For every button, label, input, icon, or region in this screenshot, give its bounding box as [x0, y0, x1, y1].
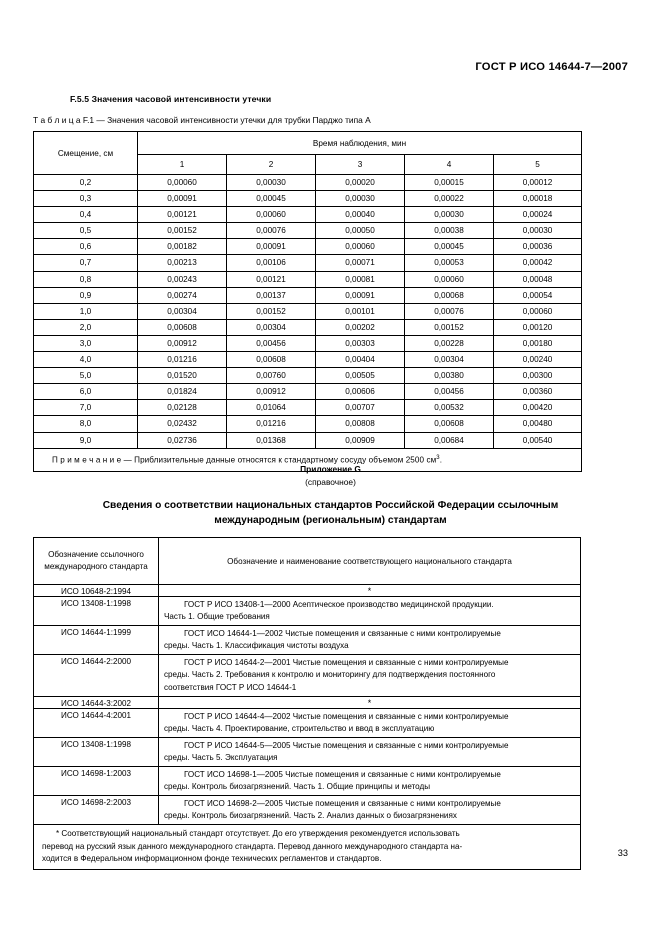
cell-value: 0,01216 — [138, 352, 227, 368]
table-row — [34, 737, 581, 766]
table-row — [34, 239, 582, 255]
cell-value: 0,00380 — [405, 368, 494, 384]
table-row — [34, 207, 582, 223]
cell-offset: 4,0 — [34, 352, 138, 368]
table-f1-header-offset: Смещение, см — [34, 132, 138, 175]
cell-national-standard — [159, 767, 581, 796]
table-row — [34, 303, 582, 319]
desc-line: среды. Часть 4. Проектирование, строительство и ввод в эксплуатацию — [164, 723, 435, 733]
cell-value: 0,00152 — [138, 223, 227, 239]
cell-value: 0,00018 — [494, 191, 582, 207]
cell-value: 0,00456 — [405, 384, 494, 400]
footnote-line: * Соответствующий национальный стандарт отсутствует. До его утверждения рекомендуется использовать — [56, 829, 460, 839]
table-row — [34, 597, 581, 626]
cell-offset: 0,5 — [34, 223, 138, 239]
table-row — [34, 626, 581, 655]
cell-value: 0,00243 — [138, 271, 227, 287]
cell-value: 0,01520 — [138, 368, 227, 384]
cell-ref-standard: ИСО 14644-1:1999 — [34, 626, 159, 655]
table-row — [34, 416, 582, 432]
cell-offset: 5,0 — [34, 368, 138, 384]
cell-value: 0,00213 — [138, 255, 227, 271]
cell-offset: 0,2 — [34, 175, 138, 191]
table-row — [34, 708, 581, 737]
cell-value: 0,00076 — [405, 303, 494, 319]
cell-value: 0,00060 — [227, 207, 316, 223]
table-g1-footnote — [34, 825, 581, 869]
cell-ref-standard: ИСО 14698-2:2003 — [34, 796, 159, 825]
cell-value: 0,02432 — [138, 416, 227, 432]
table-row — [34, 585, 581, 597]
cell-value: 0,00030 — [316, 191, 405, 207]
cell-value: 0,00040 — [316, 207, 405, 223]
cell-value: 0,00091 — [138, 191, 227, 207]
cell-value: 0,00121 — [227, 271, 316, 287]
table-f1 — [33, 131, 582, 472]
cell-value: 0,00404 — [316, 352, 405, 368]
cell-value: 0,00608 — [405, 416, 494, 432]
table-row — [34, 796, 581, 825]
cell-value: 0,00042 — [494, 255, 582, 271]
desc-line: ГОСТ ИСО 14698-1—2005 Чистые помещения и связанные с ними контролируемые — [184, 770, 501, 780]
cell-value: 0,00505 — [316, 368, 405, 384]
table-f1-note-superscript: 3 — [436, 454, 440, 461]
cell-value: 0,01368 — [227, 432, 316, 448]
page-number: 33 — [617, 848, 628, 858]
cell-value: 0,00030 — [405, 207, 494, 223]
cell-value: 0,00048 — [494, 271, 582, 287]
table-row — [34, 352, 582, 368]
cell-offset: 0,6 — [34, 239, 138, 255]
table-f1-header-time-1: 1 — [138, 155, 227, 175]
table-g1-header-row — [34, 538, 581, 585]
cell-value: 0,00304 — [405, 352, 494, 368]
cell-ref-standard: ИСО 14644-3:2002 — [34, 696, 159, 708]
table-row — [34, 767, 581, 796]
cell-offset: 1,0 — [34, 303, 138, 319]
desc-line: среды. Часть 2. Требования к контролю и мониторингу для подтверждения постоянного — [164, 670, 496, 680]
cell-value: 0,00240 — [494, 352, 582, 368]
cell-offset: 7,0 — [34, 400, 138, 416]
cell-value: 0,00060 — [316, 239, 405, 255]
table-row — [34, 432, 582, 448]
desc-line: среды. Часть 1. Классификация чистоты воздуха — [164, 641, 349, 651]
cell-value: 0,00202 — [316, 319, 405, 335]
cell-value: 0,00054 — [494, 287, 582, 303]
cell-value: 0,02736 — [138, 432, 227, 448]
cell-value: 0,00606 — [316, 384, 405, 400]
desc-line: ГОСТ Р ИСО 14644-5—2005 Чистые помещения и связанные с ними контролируемые — [184, 740, 509, 750]
table-f1-header-time-3: 3 — [316, 155, 405, 175]
cell-value: 0,00030 — [227, 175, 316, 191]
cell-value: 0,00071 — [316, 255, 405, 271]
cell-value: 0,00274 — [138, 287, 227, 303]
cell-value: 0,00036 — [494, 239, 582, 255]
table-f1-header-time-5: 5 — [494, 155, 582, 175]
desc-line: среды. Контроль биозагрязнений. Часть 1. Общие принципы и методы — [164, 782, 431, 792]
cell-ref-standard: ИСО 14644-4:2001 — [34, 708, 159, 737]
table-g1-body — [34, 538, 581, 870]
table-f1-header-row-1 — [34, 132, 582, 155]
cell-value: 0,00760 — [227, 368, 316, 384]
cell-value: 0,00038 — [405, 223, 494, 239]
cell-offset: 2,0 — [34, 319, 138, 335]
cell-value: 0,00532 — [405, 400, 494, 416]
desc-line: ГОСТ Р ИСО 14644-2—2001 Чистые помещения и связанные с ними контролируемые — [184, 658, 509, 668]
section-heading: F.5.5 Значения часовой интенсивности утечки — [70, 94, 272, 104]
cell-value: 0,00012 — [494, 175, 582, 191]
cell-national-standard — [159, 708, 581, 737]
table-f1-note-suffix: . — [439, 455, 443, 465]
desc-line: ГОСТ ИСО 14644-1—2002 Чистые помещения и связанные с ними контролируемые — [184, 629, 501, 639]
cell-footnote-marker: * — [159, 696, 581, 708]
cell-value: 0,00060 — [138, 175, 227, 191]
cell-national-standard — [159, 655, 581, 696]
cell-value: 0,00303 — [316, 335, 405, 351]
cell-offset: 0,4 — [34, 207, 138, 223]
table-row — [34, 384, 582, 400]
footnote-line: ходится в Федеральном информационном фонде технических регламентов и стандартов. — [42, 854, 382, 864]
table-f1-header-time-2: 2 — [227, 155, 316, 175]
cell-value: 0,00050 — [316, 223, 405, 239]
cell-value: 0,01064 — [227, 400, 316, 416]
desc-line: ГОСТ Р ИСО 14644-4—2002 Чистые помещения и связанные с ними контролируемые — [184, 711, 509, 721]
table-f1-head — [34, 132, 582, 175]
cell-offset: 9,0 — [34, 432, 138, 448]
cell-value: 0,00076 — [227, 223, 316, 239]
table-row — [34, 319, 582, 335]
cell-national-standard — [159, 796, 581, 825]
cell-offset: 3,0 — [34, 335, 138, 351]
desc-line: ГОСТ ИСО 14698-2—2005 Чистые помещения и связанные с ними контролируемые — [184, 799, 501, 809]
table-g1 — [33, 537, 581, 870]
table-row — [34, 335, 582, 351]
table-f1-header-time-4: 4 — [405, 155, 494, 175]
cell-value: 0,00304 — [138, 303, 227, 319]
cell-value: 0,00106 — [227, 255, 316, 271]
cell-value: 0,00024 — [494, 207, 582, 223]
cell-value: 0,00091 — [227, 239, 316, 255]
table-f1-header-time-group: Время наблюдения, мин — [138, 132, 582, 155]
running-header-standard-id: ГОСТ Р ИСО 14644-7—2007 — [475, 61, 628, 73]
table-g1-header-ref: Обозначение ссылочного международного стандарта — [34, 538, 159, 585]
table-f1-caption: Т а б л и ц а F.1 — Значения часовой интенсивности утечки для трубки Парджо типа А — [33, 115, 371, 125]
table-row — [34, 175, 582, 191]
cell-value: 0,00152 — [227, 303, 316, 319]
cell-value: 0,00608 — [138, 319, 227, 335]
table-row — [34, 255, 582, 271]
cell-value: 0,02128 — [138, 400, 227, 416]
desc-line: Часть 1. Общие требования — [164, 612, 270, 622]
cell-value: 0,00101 — [316, 303, 405, 319]
cell-value: 0,00909 — [316, 432, 405, 448]
cell-value: 0,00053 — [405, 255, 494, 271]
cell-value: 0,00912 — [138, 335, 227, 351]
appendix-title: Сведения о соответствии национальных стандартов Российской Федерации ссылочным международным (региональным) стандартам — [102, 500, 559, 526]
cell-offset: 8,0 — [34, 416, 138, 432]
cell-offset: 0,8 — [34, 271, 138, 287]
table-row — [34, 223, 582, 239]
cell-offset: 6,0 — [34, 384, 138, 400]
cell-value: 0,00030 — [494, 223, 582, 239]
cell-value: 0,00540 — [494, 432, 582, 448]
table-row — [34, 271, 582, 287]
cell-value: 0,00228 — [405, 335, 494, 351]
cell-value: 0,00081 — [316, 271, 405, 287]
table-row — [34, 696, 581, 708]
footnote-line: перевод на русский язык данного международного стандарта. Перевод данного международного стандарта на- — [42, 841, 463, 851]
cell-value: 0,00121 — [138, 207, 227, 223]
cell-value: 0,00120 — [494, 319, 582, 335]
cell-ref-standard: ИСО 14644-2:2000 — [34, 655, 159, 696]
desc-line: соответствия ГОСТ Р ИСО 14644-1 — [164, 682, 297, 692]
cell-value: 0,00300 — [494, 368, 582, 384]
cell-value: 0,00360 — [494, 384, 582, 400]
appendix-kind: (справочное) — [305, 477, 356, 487]
table-row — [34, 655, 581, 696]
cell-offset: 0,7 — [34, 255, 138, 271]
cell-national-standard — [159, 597, 581, 626]
cell-national-standard — [159, 737, 581, 766]
cell-value: 0,00684 — [405, 432, 494, 448]
cell-value: 0,01216 — [227, 416, 316, 432]
table-f1-note-text: П р и м е ч а н и е — Приблизительные данные относятся к стандартному сосуду объемом 2500 см — [52, 455, 437, 465]
cell-value: 0,00912 — [227, 384, 316, 400]
cell-value: 0,00045 — [227, 191, 316, 207]
cell-value: 0,00182 — [138, 239, 227, 255]
table-row — [34, 191, 582, 207]
cell-value: 0,00068 — [405, 287, 494, 303]
cell-ref-standard: ИСО 13408-1:1998 — [34, 737, 159, 766]
cell-value: 0,00152 — [405, 319, 494, 335]
table-g1-footnote-row — [34, 825, 581, 869]
cell-offset: 0,9 — [34, 287, 138, 303]
desc-line: среды. Часть 5. Эксплуатация — [164, 752, 278, 762]
cell-ref-standard: ИСО 14698-1:2003 — [34, 767, 159, 796]
cell-value: 0,00015 — [405, 175, 494, 191]
cell-value: 0,01824 — [138, 384, 227, 400]
desc-line: среды. Контроль биозагрязнений. Часть 2. Анализ данных о биозагрязнениях — [164, 811, 457, 821]
cell-value: 0,00022 — [405, 191, 494, 207]
desc-line: ГОСТ Р ИСО 13408-1—2000 Асептическое производство медицинской продукции. — [184, 600, 494, 609]
cell-value: 0,00137 — [227, 287, 316, 303]
table-g1-header-desc: Обозначение и наименование соответствующего национального стандарта — [159, 538, 581, 585]
table-f1-body — [34, 175, 582, 472]
cell-footnote-marker: * — [159, 585, 581, 597]
cell-ref-standard: ИСО 10648-2:1994 — [34, 585, 159, 597]
cell-national-standard — [159, 626, 581, 655]
appendix-label: Приложение G — [300, 464, 361, 474]
cell-value: 0,00091 — [316, 287, 405, 303]
table-row — [34, 400, 582, 416]
cell-value: 0,00480 — [494, 416, 582, 432]
cell-value: 0,00045 — [405, 239, 494, 255]
cell-value: 0,00707 — [316, 400, 405, 416]
table-row — [34, 287, 582, 303]
cell-ref-standard: ИСО 13408-1:1998 — [34, 597, 159, 626]
cell-offset: 0,3 — [34, 191, 138, 207]
cell-value: 0,00060 — [405, 271, 494, 287]
cell-value: 0,00608 — [227, 352, 316, 368]
table-row — [34, 368, 582, 384]
cell-value: 0,00180 — [494, 335, 582, 351]
cell-value: 0,00456 — [227, 335, 316, 351]
cell-value: 0,00420 — [494, 400, 582, 416]
cell-value: 0,00304 — [227, 319, 316, 335]
cell-value: 0,00060 — [494, 303, 582, 319]
cell-value: 0,00020 — [316, 175, 405, 191]
cell-value: 0,00808 — [316, 416, 405, 432]
